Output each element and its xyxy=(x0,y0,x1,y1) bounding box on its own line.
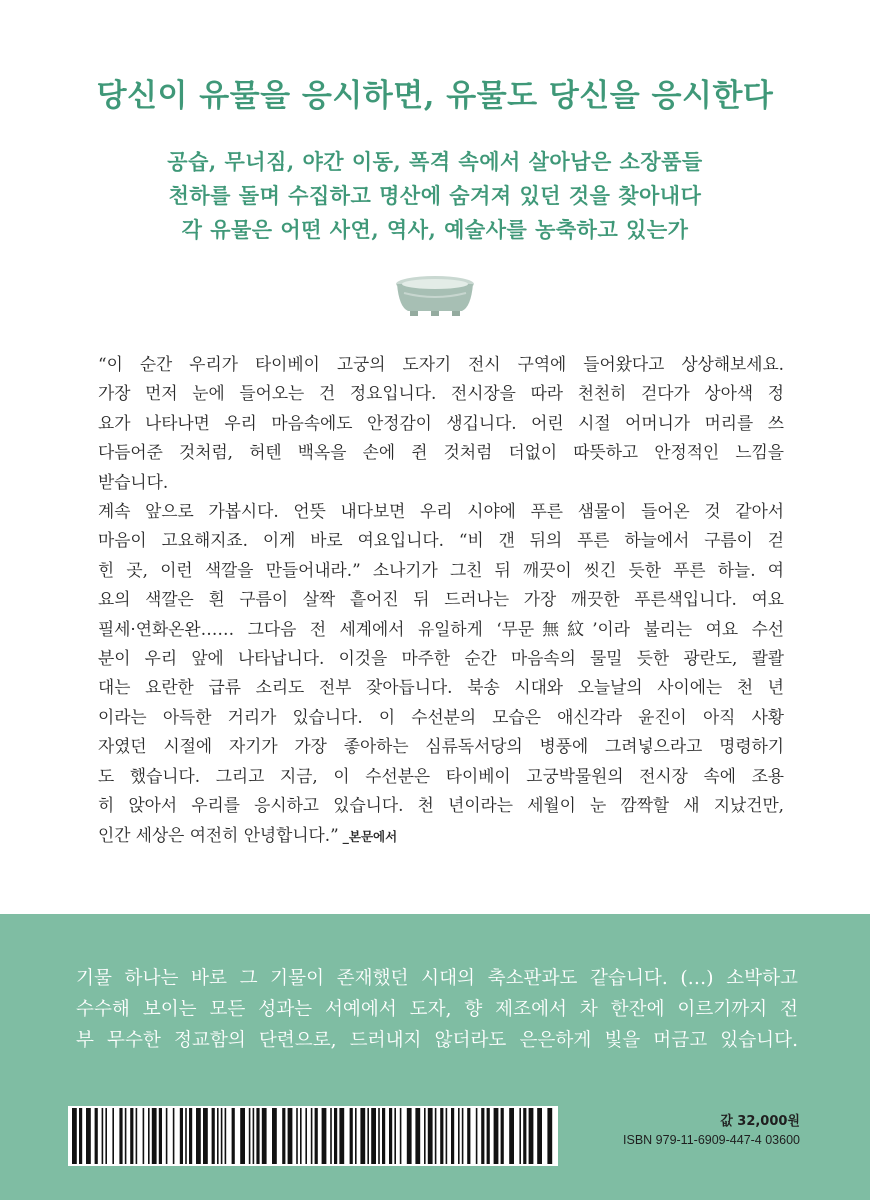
body-line: 받습니다. xyxy=(98,471,169,492)
barcode-icon xyxy=(68,1106,558,1166)
subheading-2: 천하를 돌며 수집하고 명산에 숨겨져 있던 것을 찾아내다 xyxy=(168,183,702,208)
isbn-label: ISBN 979-11-6909-447-4 03600 xyxy=(623,1133,800,1147)
pull-quote xyxy=(76,963,798,1056)
body-line: 요의 색깔은 흰 구름이 살짝 흩어진 뒤 드러나는 가장 깨끗한 푸른색입니다. 여요 xyxy=(98,589,784,610)
body-line: 분이 우리 앞에 나타납니다. 이것을 마주한 순간 마음속의 물밀 듯한 광란도, 콸콸 xyxy=(98,648,784,669)
body-line: “이 순간 우리가 타이베이 고궁의 도자기 전시 구역에 들어왔다고 상상해보세요. xyxy=(98,354,784,374)
body-line: 대는 요란한 급류 소리도 전부 잦아듭니다. 북송 시대와 오늘날의 사이에는 천 년 xyxy=(98,677,784,698)
subheading-1: 공습, 무너짐, 야간 이동, 폭격 속에서 살아남은 소장품들 xyxy=(167,149,703,174)
body-line: 마음이 고요해지죠. 이게 바로 여요입니다. “비 갠 뒤의 푸른 하늘에서 구름이 걷 xyxy=(98,530,784,551)
body-line-final xyxy=(98,821,784,851)
body-line: 도 했습니다. 그리고 지금, 이 수선분은 타이베이 고궁박물원의 전시장 속에 조용 xyxy=(98,765,784,786)
body-line: 이라는 아득한 거리가 있습니다. 이 수선분의 모습은 애신각라 윤진이 아직 사황 xyxy=(98,706,784,727)
celadon-narcissus-basin-icon xyxy=(394,273,476,321)
body-line: 필세·연화온완…… 그다음 전 세계에서 유일하게 ‘무문無紋’이라 불리는 여요 수선 xyxy=(98,618,784,639)
body-excerpt xyxy=(98,350,784,851)
body-line: 힌 곳, 이런 색깔을 만들어내라.” 소나기가 그친 뒤 깨끗이 씻긴 듯한 푸른 하늘. 여 xyxy=(98,559,784,580)
quote-line: 기물 하나는 바로 그 기물이 존재했던 시대의 축소판과도 같습니다. (…) 소박하고 xyxy=(76,968,798,989)
body-line: 요가 나타나면 우리 마음속에도 안정감이 생깁니다. 어린 시절 어머니가 머리를 쓰 xyxy=(98,412,784,433)
body-line: 히 앉아서 우리를 응시하고 있습니다. 천 년이라는 세월이 눈 깜짝할 새 지났건만, xyxy=(98,795,784,816)
body-source: _본문에서 xyxy=(342,828,398,844)
body-line: 계속 앞으로 가봅시다. 언뜻 내다보면 우리 시야에 푸른 샘물이 들어온 것 같아서 xyxy=(98,501,784,522)
headline: 당신이 유물을 응시하면, 유물도 당신을 응시한다 xyxy=(96,78,774,114)
quote-line: 부 무수한 정교함의 단련으로, 드러내지 않더라도 은은하게 빛을 머금고 있습니다. xyxy=(76,1030,798,1051)
subheading-3: 각 유물은 어떤 사연, 역사, 예술사를 농축하고 있는가 xyxy=(181,217,689,242)
price-label: 값 32,000원 xyxy=(720,1114,800,1129)
body-line: 자였던 시절에 자기가 가장 좋아하는 심류독서당의 병풍에 그려넣으라고 명령하기 xyxy=(98,736,784,757)
body-line-text: 인간 세상은 여전히 안녕합니다.” xyxy=(98,824,339,845)
quote-line: 수수해 보이는 모든 성과는 서예에서 도자, 향 제조에서 차 한잔에 이르기까지 전 xyxy=(76,999,798,1020)
body-line: 가장 먼저 눈에 들어오는 건 정요입니다. 전시장을 따라 천천히 걷다가 상아색 정 xyxy=(98,383,784,404)
body-line: 다듬어준 것처럼, 허텐 백옥을 손에 쥔 것처럼 더없이 따뜻하고 안정적인 느낌을 xyxy=(98,442,784,463)
